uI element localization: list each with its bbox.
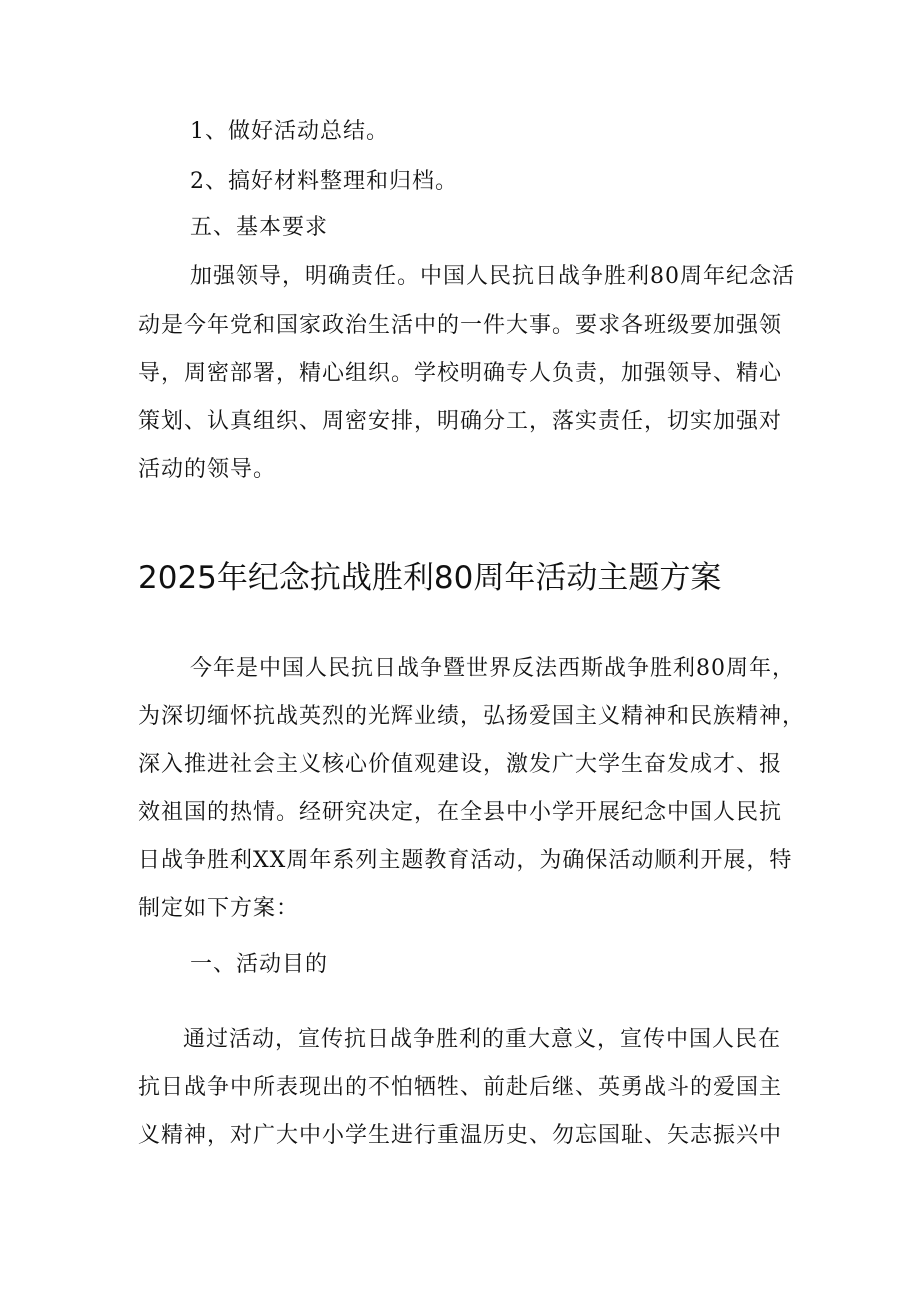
paragraph-line: 策划、认真组织、周密安排，明确分工，落实责任，切实加强对 — [138, 409, 783, 434]
paragraph-line: 加强领导，明确责任。中国人民抗日战争胜利80周年纪念活 — [190, 264, 795, 289]
paragraph-line: 动是今年党和国家政治生活中的一件大事。要求各班级要加强领 — [138, 313, 783, 338]
document-title: 2025年纪念抗战胜利80周年活动主题方案 — [138, 560, 722, 596]
paragraph-line: 导，周密部署，精心组织。学校明确专人负责，加强领导、精心 — [138, 361, 783, 386]
intro-line: 今年是中国人民抗日战争暨世界反法西斯战争胜利80周年， — [190, 656, 795, 681]
section1-line: 义精神，对广大中小学生进行重温历史、勿忘国耻、矢志振兴中 — [138, 1123, 783, 1148]
intro-line: 效祖国的热情。经研究决定，在全县中小学开展纪念中国人民抗 — [138, 800, 783, 825]
intro-line: 深入推进社会主义核心价值观建设，激发广大学生奋发成才、报 — [138, 752, 783, 777]
list-item-1: 1、做好活动总结。 — [190, 119, 389, 144]
list-item-2: 2、搞好材料整理和归档。 — [190, 169, 458, 194]
section1-line: 通过活动，宣传抗日战争胜利的重大意义，宣传中国人民在 — [183, 1027, 782, 1052]
section-heading-1: 一、活动目的 — [190, 952, 329, 977]
section-heading-5: 五、基本要求 — [190, 215, 329, 240]
paragraph-line: 活动的领导。 — [138, 457, 277, 482]
section1-line: 抗日战争中所表现出的不怕牺牲、前赴后继、英勇战斗的爱国主 — [138, 1075, 783, 1100]
intro-line: 日战争胜利XX周年系列主题教育活动，为确保活动顺利开展，特 — [138, 848, 793, 873]
intro-line: 制定如下方案： — [138, 896, 300, 921]
intro-line: 为深切缅怀抗战英烈的光辉业绩，弘扬爱国主义精神和民族精神， — [138, 704, 806, 729]
